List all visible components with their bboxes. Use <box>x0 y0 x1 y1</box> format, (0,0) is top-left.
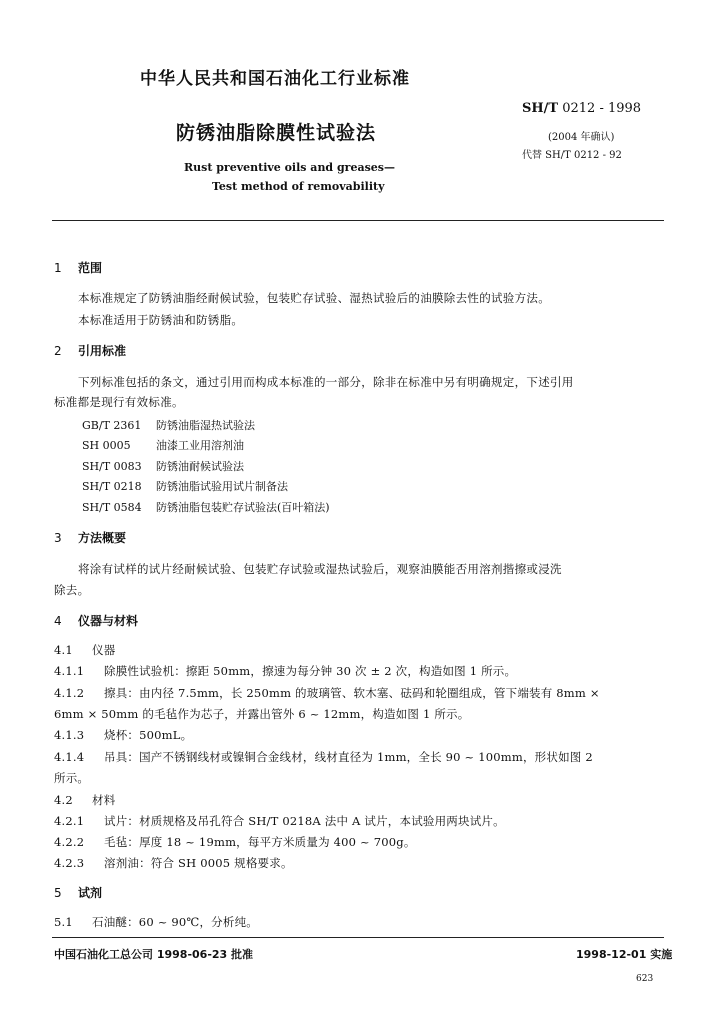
item-4-2-1: 4.2.1 试片：材质规格及吊孔符合 SH/T 0218A 法中 A 试片，本试验用两块试片。 <box>54 814 505 828</box>
page-number: 623 <box>636 974 654 984</box>
section-2-para-line-1: 下列标准包括的条文，通过引用而构成本标准的一部分，除非在标准中另有明确规定，下述引用 <box>78 375 574 389</box>
subsection-4-1-heading: 4.1 仪器 <box>54 643 116 657</box>
confirmation-year: (2004 年确认) <box>548 132 615 143</box>
section-1-para-1: 本标准规定了防锈油脂经耐候试验，包装贮存试验、湿热试验后的油膜除去性的试验方法。 <box>78 291 550 305</box>
header-divider <box>52 220 664 221</box>
effective-date: 1998-12-01 实施 <box>576 948 673 961</box>
section-1-para-2: 本标准适用于防锈油和防锈脂。 <box>78 313 244 327</box>
item-4-1-1: 4.1.1 除膜性试验机：擦距 50mm，擦速为每分钟 30 次 ± 2 次，构造如图 1 所示。 <box>54 664 517 678</box>
section-3-para-line-2: 除去。 <box>54 583 90 597</box>
item-5-1: 5.1 石油醚：60 ~ 90℃，分析纯。 <box>54 915 258 929</box>
title-chinese: 防锈油脂除膜性试验法 <box>176 122 377 144</box>
section-2-heading: 2 引用标准 <box>54 344 127 358</box>
footer-divider <box>52 937 664 938</box>
title-english-line-2: Test method of removability <box>212 180 385 193</box>
section-2-para-line-2: 标准都是现行有效标准。 <box>54 395 184 409</box>
reference-item: SH 0005 油漆工业用溶剂油 <box>82 439 244 452</box>
section-3-para-line-1: 将涂有试样的试片经耐候试验、包装贮存试验或湿热试验后，观察油膜能否用溶剂揩擦或浸洗 <box>78 562 562 576</box>
replaces-standard: 代替 SH/T 0212 - 92 <box>522 150 622 161</box>
standard-code <box>522 101 641 116</box>
subsection-4-2-heading: 4.2 材料 <box>54 793 116 807</box>
section-1-heading: 1 范围 <box>54 261 103 275</box>
reference-item: SH/T 0218 防锈油脂试验用试片制备法 <box>82 480 288 493</box>
item-4-1-2-line-1: 4.1.2 擦具：由内径 7.5mm，长 250mm 的玻璃管、软木塞、砝码和轮圈组成，管下端装有 8mm × <box>54 686 600 700</box>
title-english-line-1: Rust preventive oils and greases— <box>184 161 395 174</box>
item-4-2-3: 4.2.3 溶剂油：符合 SH 0005 规格要求。 <box>54 856 293 870</box>
approval-line: 中国石油化工总公司 1998-06-23 批准 <box>54 948 254 961</box>
item-4-1-2-line-2: 6mm × 50mm 的毛毡作为芯子，并露出管外 6 ~ 12mm，构造如图 1 所示。 <box>54 707 470 721</box>
item-4-1-4-line-2: 所示。 <box>54 771 90 785</box>
section-4-heading: 4 仪器与材料 <box>54 614 139 628</box>
item-4-1-4-line-1: 4.1.4 吊具：国产不锈钢线材或镍铜合金线材，线材直径为 1mm，全长 90 ~ 100mm，形状如图 2 <box>54 750 593 764</box>
reference-item: SH/T 0584 防锈油脂包装贮存试验法(百叶箱法) <box>82 501 330 514</box>
standard-code-number: 0212 - 1998 <box>562 101 642 116</box>
section-3-heading: 3 方法概要 <box>54 531 127 545</box>
reference-item: SH/T 0083 防锈油耐候试验法 <box>82 460 244 473</box>
reference-item: GB/T 2361 防锈油脂湿热试验法 <box>82 419 255 432</box>
issuing-authority: 中华人民共和国石油化工行业标准 <box>140 69 410 89</box>
item-4-2-2: 4.2.2 毛毡：厚度 18 ~ 19mm，每平方米质量为 400 ~ 700g。 <box>54 835 416 849</box>
standard-code-prefix: SH/T <box>522 101 559 116</box>
section-5-heading: 5 试剂 <box>54 886 103 900</box>
item-4-1-3: 4.1.3 烧杯：500mL。 <box>54 728 193 742</box>
